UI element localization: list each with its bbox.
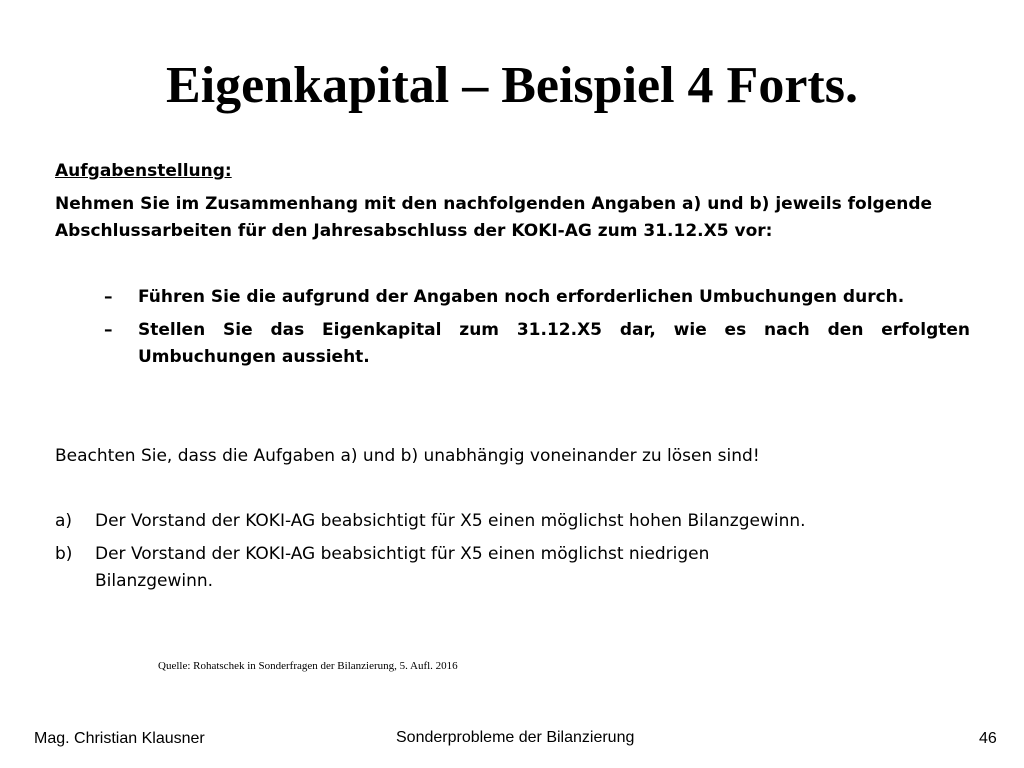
bullet-item bbox=[104, 317, 970, 371]
item-label: b) bbox=[55, 544, 73, 564]
item-label: a) bbox=[55, 511, 73, 531]
list-item bbox=[55, 541, 955, 595]
task-heading: Aufgabenstellung: bbox=[55, 161, 232, 181]
footer-topic: Sonderprobleme der Bilanzierung bbox=[396, 729, 635, 746]
list-item bbox=[55, 508, 955, 535]
bullet-dash: – bbox=[104, 287, 113, 307]
bullet-text: Führen Sie die aufgrund der Angaben noch erforderlichen Umbuchungen durch. bbox=[138, 287, 905, 307]
bullet-dash: – bbox=[104, 320, 113, 340]
item-text: Der Vorstand der KOKI-AG beabsichtigt für X5 einen möglichst hohen Bilanzgewinn. bbox=[95, 511, 806, 531]
bullet-text: Stellen Sie das Eigenkapital zum 31.12.X5 dar, wie es nach den erfolgten Umbuchungen aussieht. bbox=[138, 320, 970, 367]
slide-title: Eigenkapital – Beispiel 4 Forts. bbox=[166, 57, 858, 114]
footer-author: Mag. Christian Klausner bbox=[34, 730, 205, 747]
item-text: Der Vorstand der KOKI-AG beabsichtigt für X5 einen möglichst niedrigen Bilanzgewinn. bbox=[95, 544, 710, 591]
bullet-item bbox=[104, 284, 970, 311]
task-intro: Nehmen Sie im Zusammenhang mit den nachfolgenden Angaben a) und b) jeweils folgende Abschlussarbeiten für den Jahresabschluss der KOKI-AG zum 31.12.X5 vor: bbox=[55, 194, 933, 241]
task-note: Beachten Sie, dass die Aufgaben a) und b) unabhängig voneinander zu lösen sind! bbox=[55, 446, 760, 466]
page-number: 46 bbox=[979, 730, 997, 747]
source-citation: Quelle: Rohatschek in Sonderfragen der Bilanzierung, 5. Aufl. 2016 bbox=[158, 660, 458, 672]
